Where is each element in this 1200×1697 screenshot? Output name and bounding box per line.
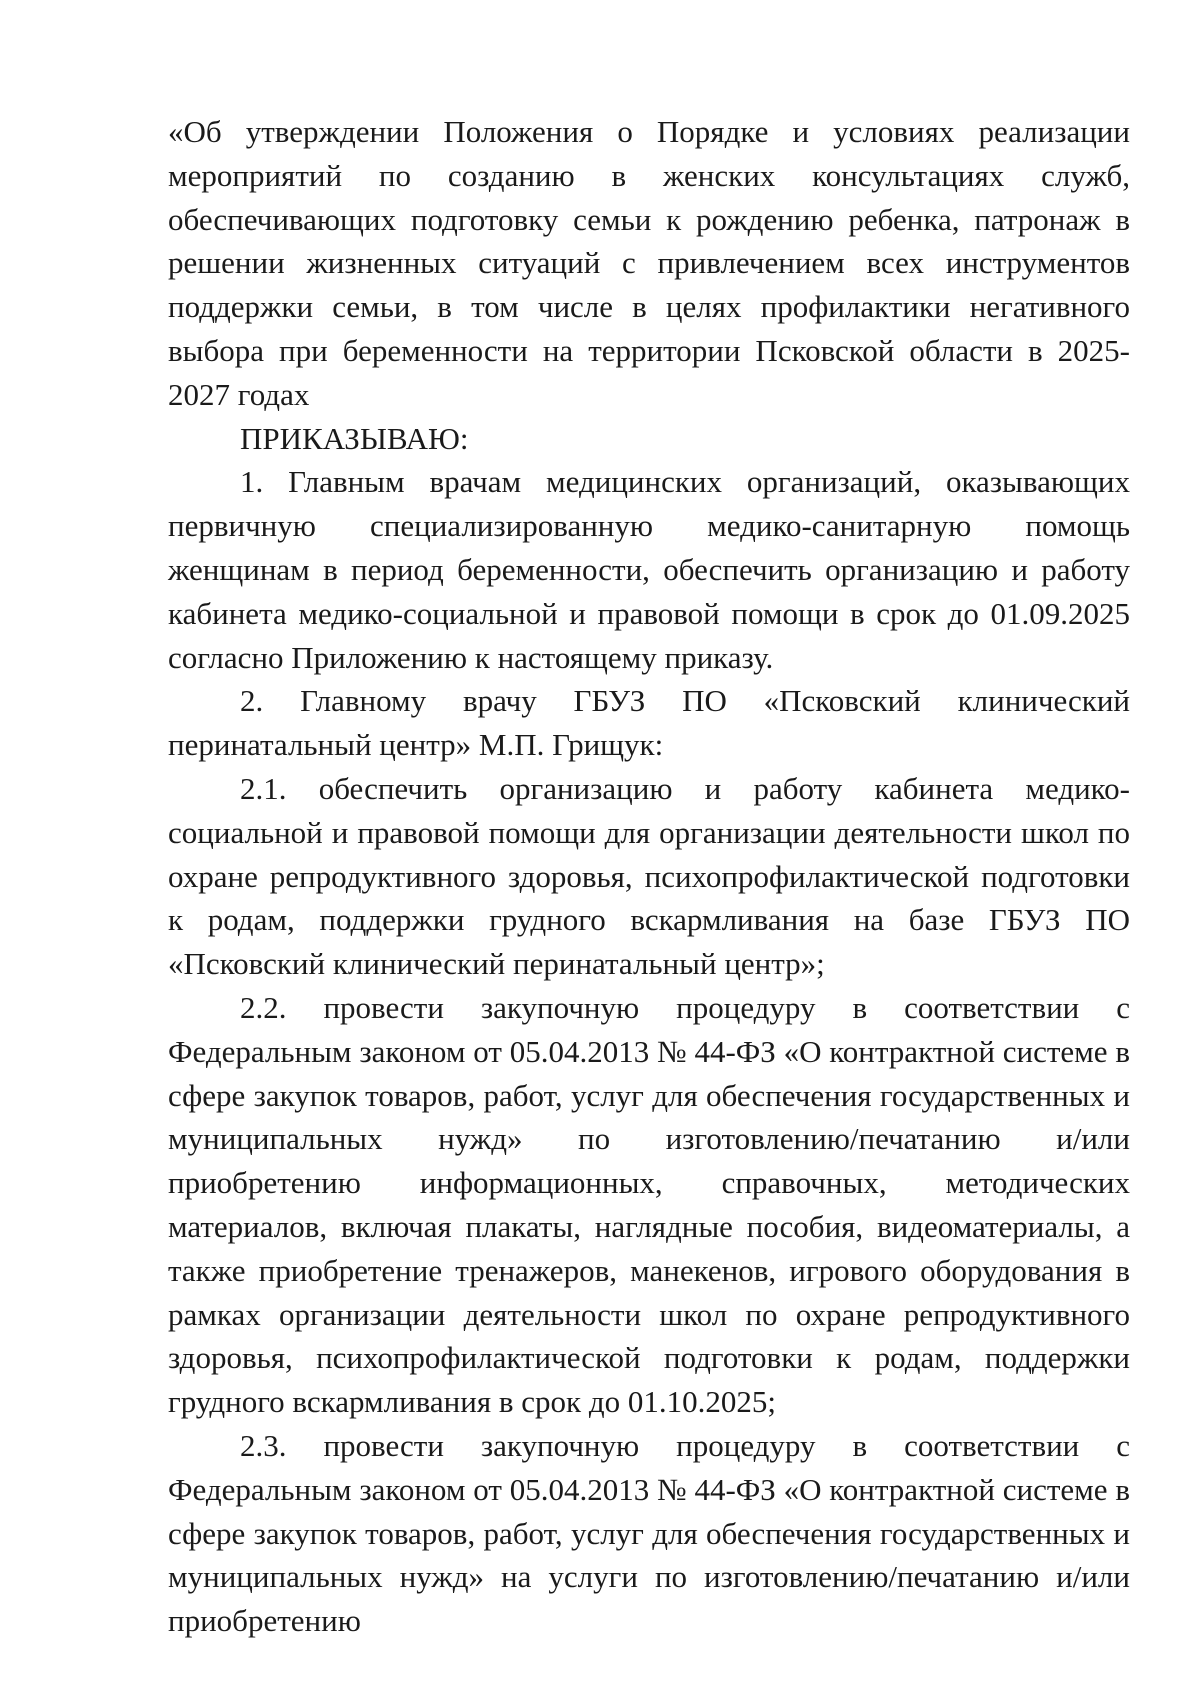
item-2-3-paragraph: 2.3. провести закупочную процедуру в соответствии с Федеральным законом от 05.04.2013 № 44-ФЗ «О контрактной системе в сфере закупок товаров, работ, услуг для обеспечения государственных и муниципальных нужд» на услуги по изготовлению/печатанию и/или приобретению — [168, 1427, 1130, 1639]
item-1-paragraph: 1. Главным врачам медицинских организаций, оказывающих первичную специализированную медико-санитарную помощь женщинам в период беременности, обеспечить организацию и работу кабинета медико-социальной и правовой помощи в срок до 01.09.2025 согласно Приложению к настоящему приказу. — [168, 464, 1130, 675]
item-2-1-paragraph: 2.1. обеспечить организацию и работу кабинета медико-социальной и правовой помощи для организации деятельности школ по охране репродуктивного здоровья, психопрофилактической подготовки к родам, поддержки грудного вскармливания на базе ГБУЗ ПО «Псковский клинический перинатальный центр»; — [168, 770, 1130, 982]
document-body — [168, 110, 1130, 1643]
order-heading: ПРИКАЗЫВАЮ: — [240, 420, 469, 456]
preamble-paragraph: «Об утверждении Положения о Порядке и условиях реализации мероприятий по созданию в женских консультациях служб, обеспечивающих подготовку семьи к рождению ребенка, патронаж в решении жизненных ситуаций с привлечением всех инструментов поддержки семьи, в том числе в целях профилактики негативного выбора при беременности на территории Псковской области в 2025-2027 годах — [168, 114, 1130, 412]
item-2-2-paragraph: 2.2. провести закупочную процедуру в соответствии с Федеральным законом от 05.04.2013 № 44-ФЗ «О контрактной системе в сфере закупок товаров, работ, услуг для обеспечения государственных и муниципальных нужд» по изготовлению/печатанию и/или приобретению информационных, справочных, методических материалов, включая плакаты, наглядные пособия, видеоматериалы, а также приобретение тренажеров, манекенов, игрового оборудования в рамках организации деятельности школ по охране репродуктивного здоровья, психопрофилактической подготовки к родам, поддержки грудного вскармливания в срок до 01.10.2025; — [168, 989, 1130, 1420]
item-2-paragraph: 2. Главному врачу ГБУЗ ПО «Псковский клинический перинатальный центр» М.П. Грищук: — [168, 683, 1130, 763]
